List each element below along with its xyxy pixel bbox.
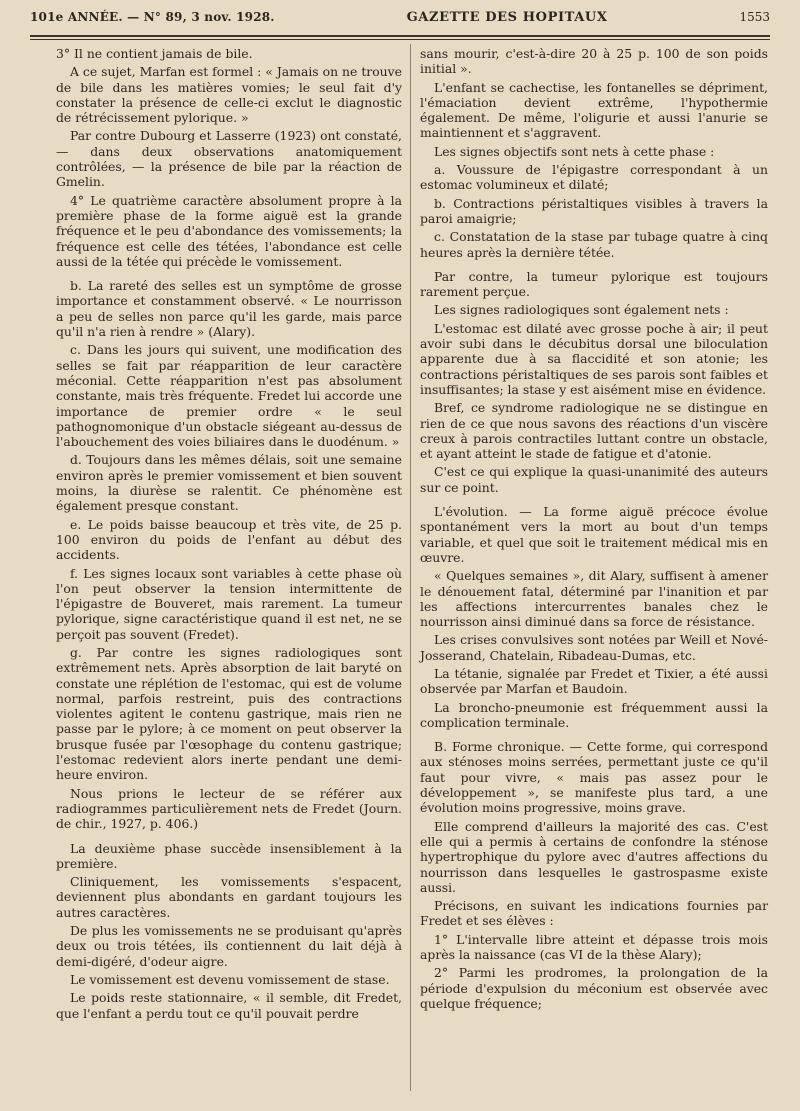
paragraph: 1° L'intervalle libre atteint et dépasse trois mois après la naissance (cas VI de la thèse Alary); bbox=[420, 931, 768, 963]
header-rules bbox=[30, 35, 770, 40]
paragraph: e. Le poids baisse beaucoup et très vite, de 25 p. 100 environ du poids de l'enfant au début des accidents. bbox=[56, 516, 402, 563]
paragraph: f. Les signes locaux sont variables à cette phase où l'on peut observer la tension intermittente de l'épigastre de Bouveret, mais rarement. La tumeur pylorique, signe caractéristique quand il est net, ne se perçoit pas souvent (Fredet). bbox=[56, 565, 402, 642]
paragraph: Les signes objectifs sont nets à cette phase : bbox=[434, 143, 715, 159]
paragraph: 4° Le quatrième caractère absolument propre à la première phase de la forme aiguë est la grande fréquence et le peu d'abondance des vomissements; la fréquence est celle des tétées, l'abondance est celle aussi de la tétée qui précède le vomissement. bbox=[56, 192, 402, 269]
section-heading: B. Forme chronique. — Cette forme, qui correspond aux sténoses moins serrées, permettant juste ce qu'il faut pour vivre, « mais pas assez pour le développement », se manifeste plus tard, a une évolution moins progressive, moins grave. bbox=[420, 739, 768, 816]
paragraph: c. Constatation de la stase par tubage quatre à cinq heures après la dernière tétée. bbox=[420, 229, 768, 260]
paragraph: sans mourir, c'est-à-dire 20 à 25 p. 100 de son poids initial ». bbox=[420, 46, 768, 77]
paragraph: b. La rareté des selles est un symptôme de grosse importance et constamment observé. « Le nourrisson a peu de selles non parce qu'il les garde, mais parce qu'il n'a rien à rendre » (Alary). bbox=[56, 278, 402, 340]
paragraph: Précisons, en suivant les indications fournies par Fredet et ses élèves : bbox=[420, 898, 768, 929]
section-heading: L'évolution. — La forme aiguë précoce évolue spontanément vers la mort au bout d'un temps variable, et quel que soit le traitement médical mis en œuvre. bbox=[420, 504, 768, 565]
paragraph: Le vomissement est devenu vomissement de stase. bbox=[70, 971, 390, 987]
paragraph: L'estomac est dilaté avec grosse poche à air; il peut avoir subi dans le décubitus dorsal une biloculation apparente due à sa flaccidité et son atonie; les contractions péristaltiques de ses parois sont faibles et insuffisantes; la stase y est aisément mise en évidence. bbox=[420, 320, 768, 397]
section-heading: La deuxième phase succède insensiblement à la première. bbox=[56, 840, 402, 871]
paragraph: c. Dans les jours qui suivent, une modification des selles se fait par réapparition de leur caractère méconial. Cette réapparition n'est pas absolument constante, mais très fréquente. Fredet lui accorde une importance de premier ordre « le seul pathognomonique d'un obstacle siégeant au-dessus de l'abouchement des voies biliaires dans le duodénum. » bbox=[56, 342, 402, 450]
right-column bbox=[420, 46, 768, 1014]
paragraph: C'est ce qui explique la quasi-unanimité des auteurs sur ce point. bbox=[420, 464, 768, 495]
page-number: 1553 bbox=[739, 10, 770, 24]
paragraph: Le poids reste stationnaire, « il semble, dit Fredet, que l'enfant a perdu tout ce qu'il pouvait perdre bbox=[56, 990, 402, 1021]
paragraph: Les crises convulsives sont notées par Weill et Nové-Josserand, Chatelain, Ribadeau-Dumas, etc. bbox=[420, 632, 768, 663]
paragraph: b. Contractions péristaltiques visibles à travers la paroi amaigrie; bbox=[420, 195, 768, 226]
paragraph: Les signes radiologiques sont également nets : bbox=[434, 302, 729, 318]
paragraph: Cliniquement, les vomissements s'espacent, deviennent plus abondants en gardant toujours les autres caractères. bbox=[56, 874, 402, 920]
paragraph: « Quelques semaines », dit Alary, suffisent à amener le dénouement fatal, déterminé par l'inanition et par les affections intercurrentes banales chez le nourrisson ainsi diminué dans sa force de résistance. bbox=[420, 568, 768, 630]
paragraph: La tétanie, signalée par Fredet et Tixier, a été aussi observée par Marfan et Baudoin. bbox=[420, 665, 768, 697]
journal-title: GAZETTE DES HOPITAUX bbox=[406, 10, 608, 25]
paragraph: La broncho-pneumonie est fréquemment aussi la complication terminale. bbox=[420, 699, 768, 730]
paragraph: Nous prions le lecteur de se référer aux radiogrammes particulièrement nets de Fredet (Journ. de chir., 1927, p. 406.) bbox=[56, 785, 402, 832]
paragraph: 3° Il ne contient jamais de bile. bbox=[56, 46, 253, 61]
paragraph: Elle comprend d'ailleurs la majorité des cas. C'est elle qui a permis à certains de confondre la sténose hypertrophique du pylore avec d'autres affections du nourrisson dans lesquelles le gastrospasme existe aussi. bbox=[420, 818, 768, 895]
paragraph: g. Par contre les signes radiologiques sont extrêmement nets. Après absorption de lait baryté on constate une réplétion de l'estomac, qui est de volume normal, parfois restreint, puis des contractions violentes agitent le contenu gastrique, mais rien ne passe par le pylore; à ce moment on peut observer la brusque fusée par l'œsophage du contenu gastrique; l'estomac redevient alors inerte pendant une demi-heure environ. bbox=[56, 644, 402, 783]
left-column bbox=[56, 46, 402, 1024]
paragraph: Par contre Dubourg et Lasserre (1923) ont constaté, — dans deux observations anatomiquement contrôlées, — la présence de bile par la réaction de Gmelin. bbox=[56, 128, 402, 190]
issue-info: 101e ANNÉE. — N° 89, 3 nov. 1928. bbox=[30, 10, 275, 24]
paragraph: L'enfant se cachectise, les fontanelles se dépriment, l'émaciation devient extrême, l'hypothermie également. De même, l'oligurie et aussi l'anurie se maintiennent et s'aggravent. bbox=[420, 79, 768, 141]
column-divider bbox=[410, 44, 411, 1091]
paragraph: A ce sujet, Marfan est formel : « Jamais on ne trouve de bile dans les matières vomies; le seul fait d'y constater la présence de celle-ci exclut le diagnostic de rétrécissement pylorique. » bbox=[56, 64, 402, 126]
paragraph: d. Toujours dans les mêmes délais, soit une semaine environ après le premier vomissement et bien souvent moins, la diurèse se ralentit. Ce phénomène est également presque constant. bbox=[56, 452, 402, 514]
paragraph: Bref, ce syndrome radiologique ne se distingue en rien de ce que nous savons des réactions d'un viscère creux à parois contractiles luttant contre un obstacle, et ayant atteint le stade de fatigue et d'atonie. bbox=[420, 400, 768, 462]
paragraph: Par contre, la tumeur pylorique est toujours rarement perçue. bbox=[420, 268, 768, 300]
paragraph: 2° Parmi les prodromes, la prolongation de la période d'expulsion du méconium est observée avec quelque fréquence; bbox=[420, 965, 768, 1011]
paragraph: De plus les vomissements ne se produisant qu'après deux ou trois tétées, ils contiennent du lait déjà à demi-digéré, d'odeur aigre. bbox=[56, 923, 402, 969]
running-header bbox=[30, 10, 770, 32]
paragraph: a. Voussure de l'épigastre correspondant à un estomac volumineux et dilaté; bbox=[420, 162, 768, 193]
